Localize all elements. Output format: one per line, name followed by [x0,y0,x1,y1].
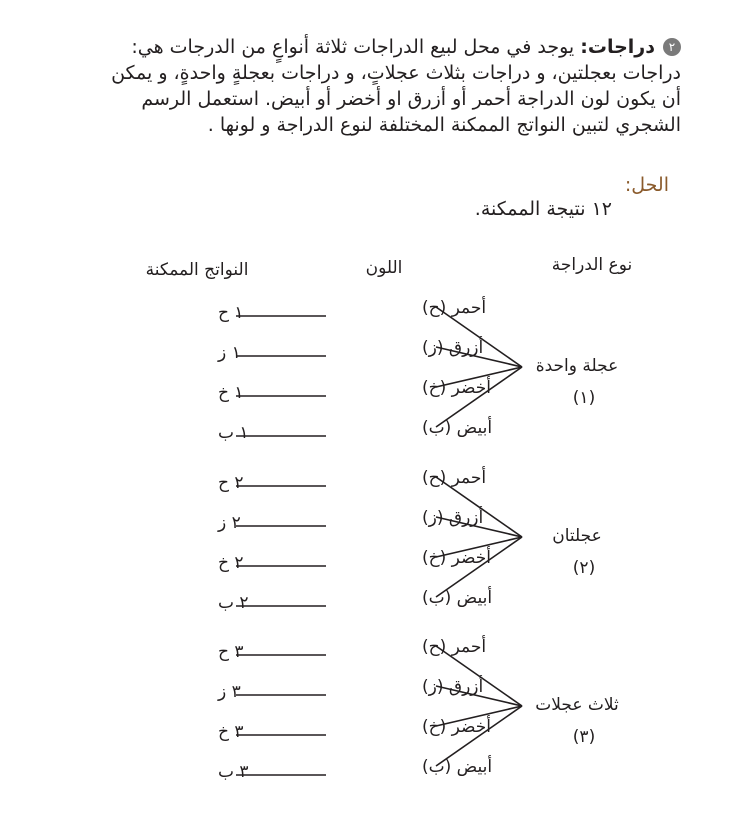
outcome-label: ١ ز [218,343,241,363]
outcome-label: ١ ب [218,423,249,443]
bike-type-code: (٢) [572,558,596,578]
question-number-badge: ٢ [663,38,681,56]
color-label: أبيض (ب) [422,757,493,777]
outcome-label: ٢ ز [218,513,241,533]
bike-type-code: (١) [572,388,596,408]
outcome-label: ١ خ [218,383,244,403]
color-label: أحمر (ح) [422,298,487,318]
outcome-label: ٢ ب [218,593,249,613]
color-label: أخضر (خ) [422,378,491,398]
problem-text: يوجد في محل لبيع الدراجات ثلاثة أنواعٍ من الدرجات هي: دراجات بعجلتين، و دراجات بثلاث عجلاتٍ، و دراجات بعجلةٍ واحدةٍ، و يمكن أن يكون لون الدراجة أحمر أو أزرق او أخضر أو أبيض. استعمل الرسم الشجري لتبين النواتج الممكنة المختلفة لنوع الدراجة و لونها . [111,36,681,136]
header-outcomes: النواتج الممكنة [145,260,249,280]
header-bike-type: نوع الدراجة [551,255,633,275]
header-color: اللون [365,258,403,278]
solution-label: الحل: [624,174,669,196]
color-label: أزرق (ز) [422,338,484,358]
outcome-label: ٣ ز [218,682,241,702]
color-label: أخضر (خ) [422,548,491,568]
outcome-label: ١ ح [218,303,244,323]
tree-groups [217,296,619,782]
outcome-label: ٢ ح [218,473,244,493]
color-label: أبيض (ب) [422,588,493,608]
color-label: أحمر (ح) [422,468,487,488]
bike-type-name: ثلاث عجلات [535,695,619,715]
color-label: أزرق (ز) [422,508,484,528]
bike-type-name: عجلتان [552,526,602,546]
solution-answer: ١٢ نتيجة الممكنة. [474,198,612,220]
outcome-label: ٣ خ [218,722,244,742]
color-label: أزرق (ز) [422,677,484,697]
outcome-label: ٣ ح [218,642,244,662]
bike-type-code: (٣) [572,727,596,747]
color-label: أبيض (ب) [422,418,493,438]
problem-title: دراجات: [580,36,655,58]
color-label: أخضر (خ) [422,717,491,737]
bike-type-name: عجلة واحدة [535,356,619,376]
outcome-label: ٣ ب [218,762,249,782]
outcome-label: ٢ خ [218,553,244,573]
color-label: أحمر (ح) [422,637,487,657]
